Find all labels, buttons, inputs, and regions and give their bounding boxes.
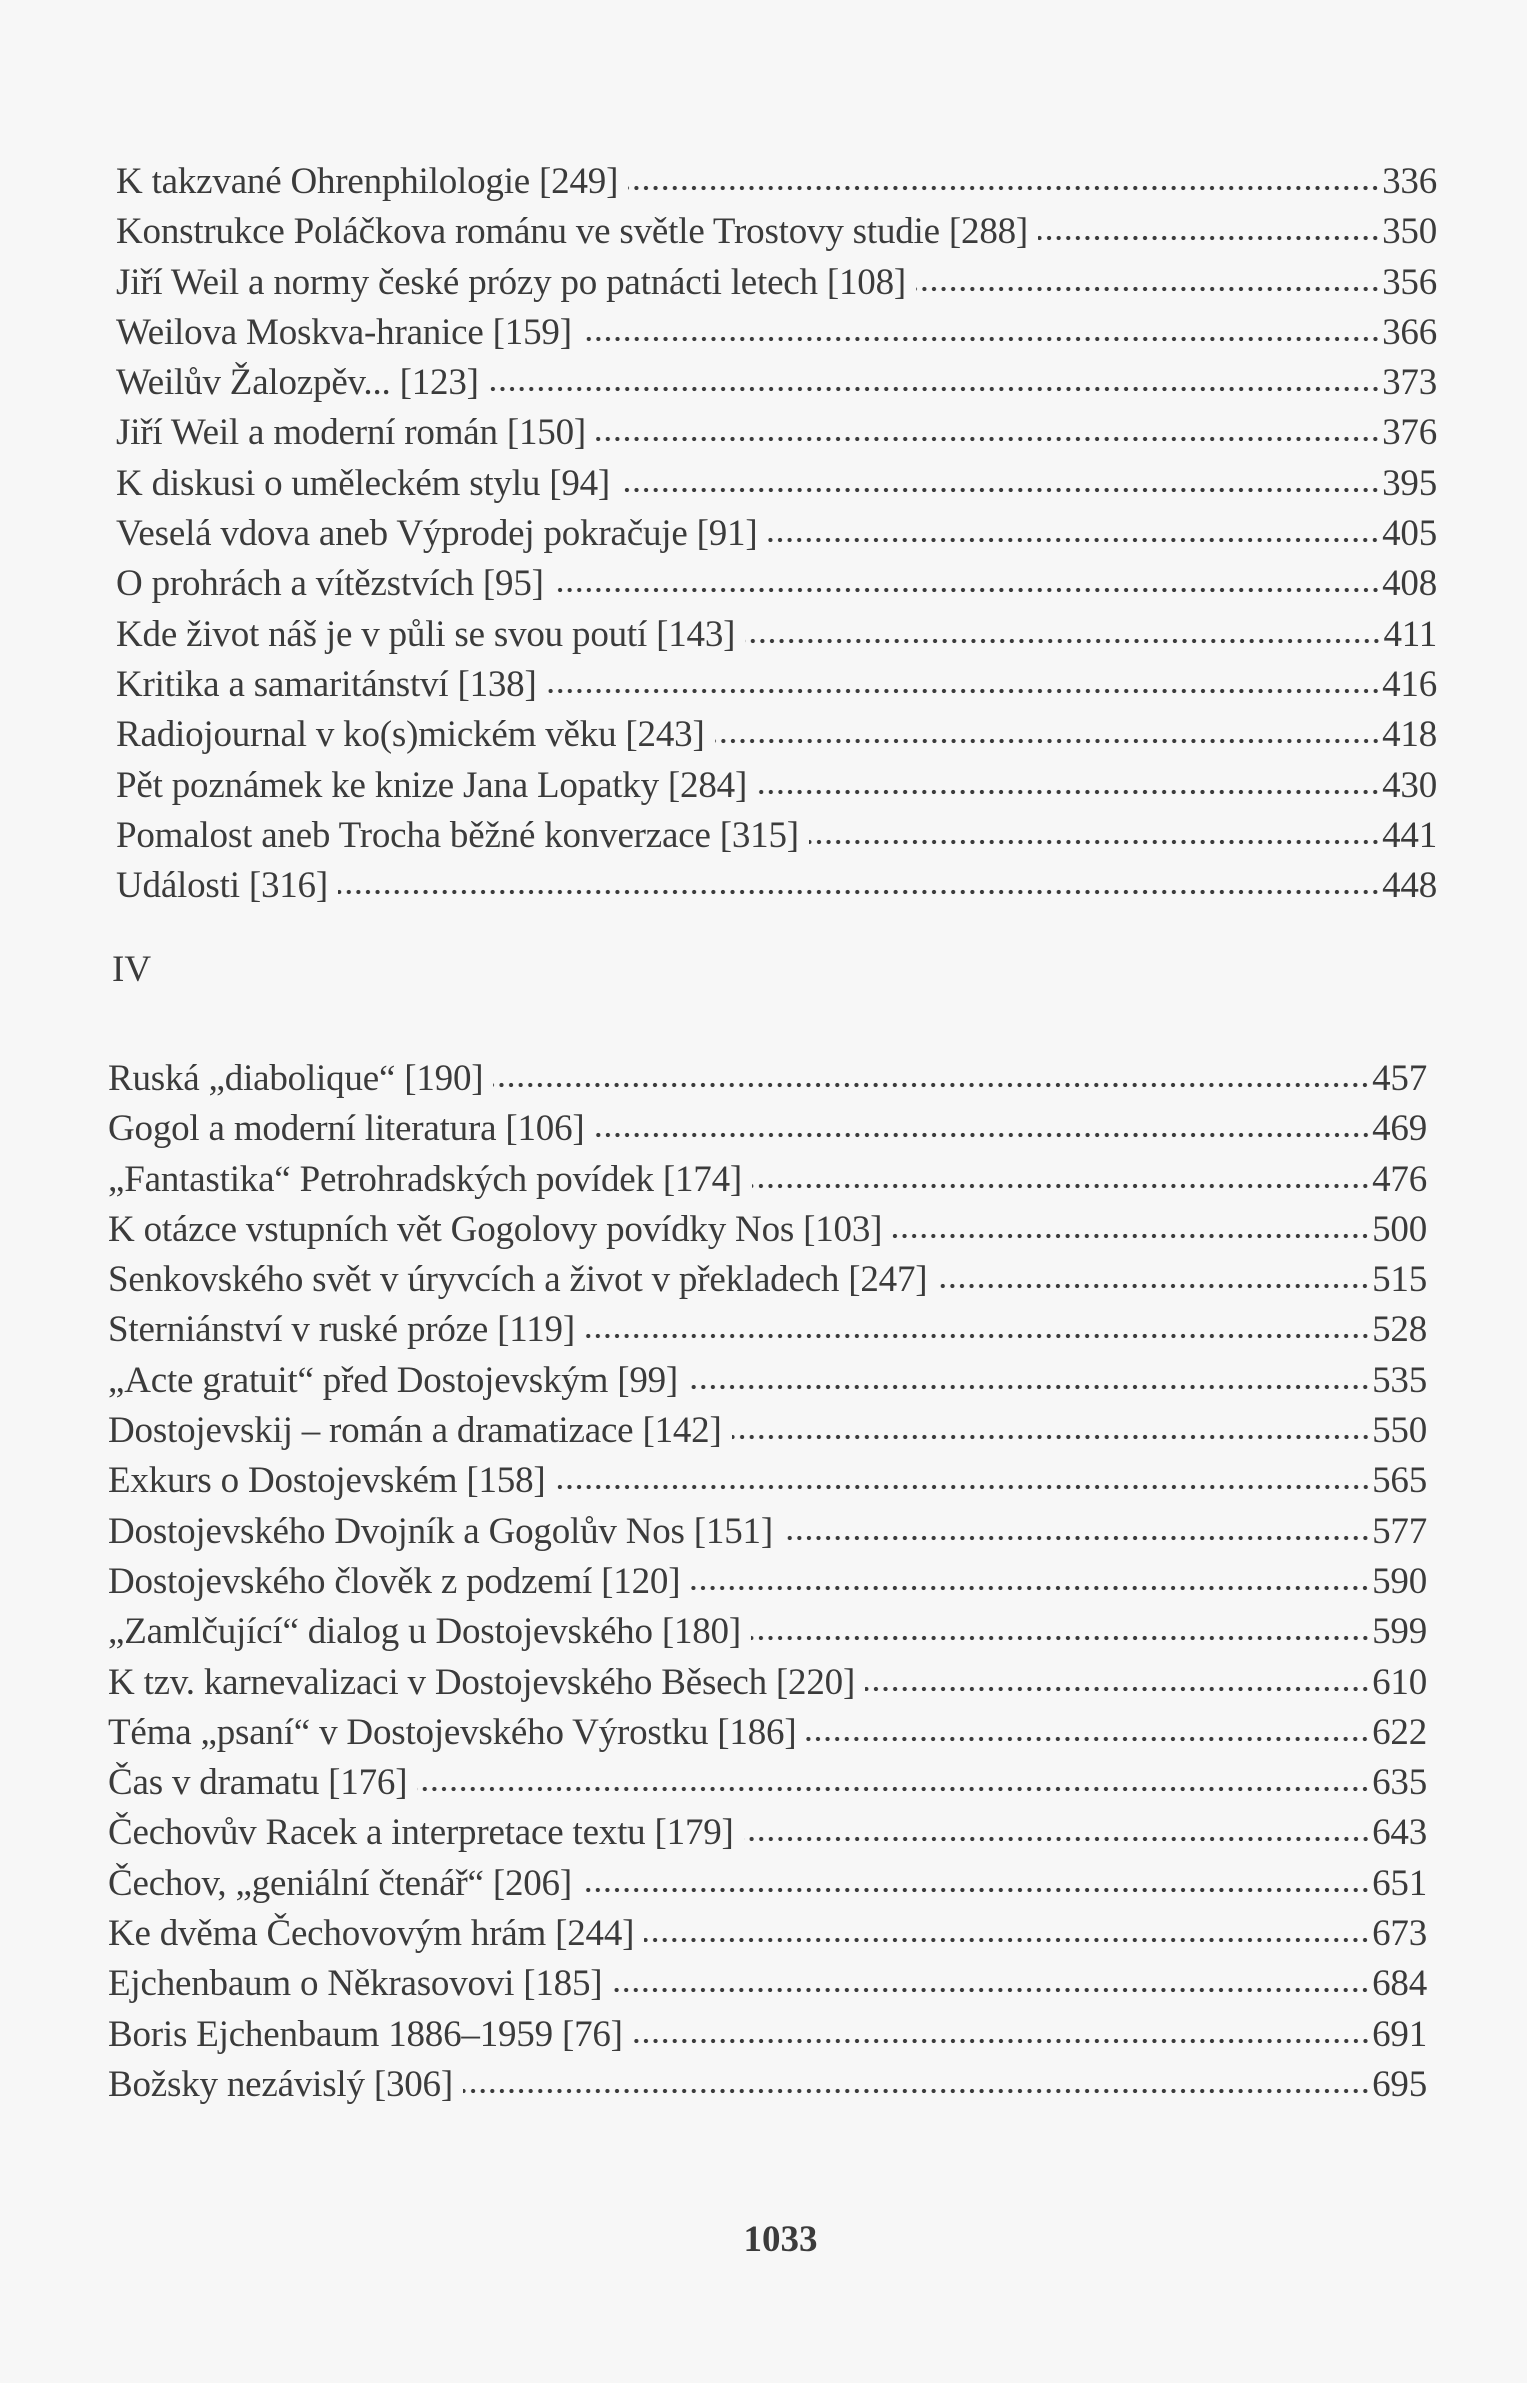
- toc-entry-page: 418: [1382, 714, 1437, 756]
- toc-entry[interactable]: [108, 1909, 1427, 1959]
- dot-leader: [582, 335, 1380, 343]
- dot-leader: [752, 1182, 1370, 1190]
- toc-entry-title: Pět poznámek ke knize Jana Lopatky [284]: [116, 764, 748, 806]
- toc-entry-page: 577: [1372, 1510, 1427, 1552]
- toc-entry[interactable]: [116, 459, 1437, 509]
- dot-leader: [585, 1332, 1370, 1340]
- toc-entry-title: Konstrukce Poláčkova románu ve světle Trostovy studie [288]: [116, 211, 1029, 253]
- toc-entry-title: O prohrách a vítězstvích [95]: [116, 563, 544, 605]
- toc-entry-page: 695: [1372, 2063, 1427, 2105]
- toc-entry-page: 515: [1372, 1259, 1427, 1301]
- dot-leader: [596, 435, 1380, 443]
- toc-entry[interactable]: [116, 207, 1437, 257]
- toc-entry-title: Kde život náš je v půli se svou poutí [143]: [116, 613, 736, 655]
- toc-entry[interactable]: [108, 1305, 1427, 1355]
- toc-entry-page: 500: [1372, 1208, 1427, 1250]
- toc-entry[interactable]: [108, 1205, 1427, 1255]
- toc-entry-title: Božsky nezávislý [306]: [108, 2063, 453, 2105]
- toc-entry-title: Jiří Weil a normy české prózy po patnácti letech [108]: [116, 261, 907, 303]
- toc-entry-page: 430: [1382, 764, 1437, 806]
- toc-entry-page: 684: [1372, 1963, 1427, 2005]
- toc-entry-page: 476: [1372, 1158, 1427, 1200]
- toc-entry[interactable]: [108, 1456, 1427, 1506]
- dot-leader: [417, 1785, 1370, 1793]
- dot-leader: [892, 1232, 1370, 1240]
- dot-leader: [806, 1735, 1370, 1743]
- toc-entry-page: 565: [1372, 1460, 1427, 1502]
- toc-entry-page: 416: [1382, 663, 1437, 705]
- toc-entry[interactable]: [108, 1758, 1427, 1808]
- toc-entry-title: „Acte gratuit“ před Dostojevským [99]: [108, 1359, 679, 1401]
- toc-entry-page: 550: [1372, 1410, 1427, 1452]
- toc-entry-page: 469: [1372, 1108, 1427, 1150]
- toc-entry-page: 590: [1372, 1560, 1427, 1602]
- toc-entry-title: Pomalost aneb Trocha běžné konverzace [315]: [116, 814, 799, 856]
- toc-entry[interactable]: [116, 610, 1437, 660]
- toc-entry[interactable]: [116, 660, 1437, 710]
- toc-section-4: [0, 1054, 1527, 2110]
- dot-leader: [489, 385, 1380, 393]
- dot-leader: [745, 637, 1381, 645]
- toc-entry[interactable]: [108, 1406, 1427, 1456]
- toc-entry-title: Téma „psaní“ v Dostojevského Výrostku [186]: [108, 1711, 797, 1753]
- toc-entry-title: „Fantastika“ Petrohradských povídek [174]: [108, 1158, 742, 1200]
- toc-entry-page: 643: [1372, 1812, 1427, 1854]
- toc-entry-title: Čas v dramatu [176]: [108, 1762, 408, 1804]
- toc-entry[interactable]: [108, 1255, 1427, 1305]
- toc-entry-title: Ejchenbaum o Někrasovovi [185]: [108, 1963, 603, 2005]
- toc-entry-page: 457: [1372, 1058, 1427, 1099]
- dot-leader: [595, 1131, 1371, 1139]
- toc-entry[interactable]: [116, 258, 1437, 308]
- dot-leader: [916, 285, 1380, 293]
- dot-leader: [783, 1534, 1370, 1542]
- dot-leader: [688, 1383, 1370, 1391]
- dot-leader: [757, 788, 1380, 796]
- dot-leader: [690, 1584, 1370, 1592]
- toc-entry-page: 395: [1382, 462, 1437, 504]
- toc-entry-title: Sterniánství v ruské próze [119]: [108, 1309, 575, 1351]
- toc-entry[interactable]: [108, 1808, 1427, 1858]
- toc-entry-page: 350: [1382, 211, 1437, 253]
- page-number: 1033: [743, 2219, 818, 2260]
- toc-entry-title: Kritika a samaritánství [138]: [116, 663, 537, 705]
- dot-leader: [463, 2087, 1370, 2095]
- dot-leader: [767, 536, 1380, 544]
- toc-entry[interactable]: [108, 2010, 1427, 2060]
- toc-entry[interactable]: [108, 1104, 1427, 1154]
- toc-entry[interactable]: [116, 811, 1437, 861]
- toc-entry-page: 356: [1382, 261, 1437, 303]
- dot-leader: [547, 687, 1380, 695]
- toc-entry-page: 610: [1372, 1661, 1427, 1703]
- toc-entry[interactable]: [108, 2060, 1427, 2110]
- toc-entry-title: Radiojournal v ko(s)mickém věku [243]: [116, 714, 705, 756]
- toc-entry-page: 528: [1372, 1309, 1427, 1351]
- toc-entry-title: Exkurs o Dostojevském [158]: [108, 1460, 546, 1502]
- toc-entry-title: Události [316]: [116, 865, 328, 907]
- toc-entry-title: K takzvané Ohrenphilologie [249]: [116, 161, 619, 202]
- toc-entry-page: 599: [1372, 1611, 1427, 1653]
- toc-entry-title: Dostojevského člověk z podzemí [120]: [108, 1560, 681, 1602]
- toc-entry-page: 408: [1382, 563, 1437, 605]
- dot-leader: [556, 1483, 1371, 1491]
- toc-entry-title: Ruská „diabolique“ [190]: [108, 1058, 484, 1099]
- dot-leader: [715, 737, 1381, 745]
- toc-entry-page: 651: [1372, 1862, 1427, 1904]
- dot-leader: [865, 1685, 1370, 1693]
- toc-entry-page: 376: [1382, 412, 1437, 454]
- toc-entry-page: 691: [1372, 2013, 1427, 2055]
- toc-entry-page: 535: [1372, 1359, 1427, 1401]
- toc-entry-title: Dostojevskij – román a dramatizace [142]: [108, 1410, 722, 1452]
- toc-entry[interactable]: [116, 408, 1437, 458]
- toc-entry-title: Senkovského svět v úryvcích a život v překladech [247]: [108, 1259, 928, 1301]
- toc-entry[interactable]: [108, 1507, 1427, 1557]
- toc-entry-page: 366: [1382, 311, 1437, 353]
- toc-entry-title: Veselá vdova aneb Výprodej pokračuje [91]: [116, 513, 758, 555]
- dot-leader: [809, 838, 1380, 846]
- dot-leader: [554, 586, 1380, 594]
- toc-entry-title: Gogol a moderní literatura [106]: [108, 1108, 585, 1150]
- toc-entry-title: „Zamlčující“ dialog u Dostojevského [180]: [108, 1611, 741, 1653]
- toc-entry[interactable]: [116, 308, 1437, 358]
- toc-entry-page: 441: [1382, 814, 1437, 856]
- toc-entry-page: 673: [1372, 1913, 1427, 1955]
- toc-entry[interactable]: [108, 1607, 1427, 1657]
- toc-entry-title: Weilův Žalozpěv... [123]: [116, 362, 479, 404]
- toc-entry-title: Weilova Moskva-hranice [159]: [116, 311, 572, 353]
- toc-entry[interactable]: [108, 1959, 1427, 2009]
- dot-leader: [633, 2037, 1370, 2045]
- dot-leader: [744, 1835, 1370, 1843]
- dot-leader: [493, 1081, 1370, 1089]
- toc-entry[interactable]: [116, 761, 1437, 811]
- toc-entry-page: 448: [1382, 865, 1437, 907]
- toc-entry-title: K otázce vstupních vět Gogolovy povídky Nos [103]: [108, 1208, 883, 1250]
- toc-entry[interactable]: [116, 509, 1437, 559]
- toc-entry-page: 622: [1372, 1711, 1427, 1753]
- dot-leader: [644, 1936, 1370, 1944]
- toc-entry-title: K tzv. karnevalizaci v Dostojevského Běsech [220]: [108, 1661, 856, 1703]
- dot-leader: [612, 1986, 1370, 1994]
- dot-leader: [628, 184, 1380, 192]
- toc-entry-title: Boris Ejchenbaum 1886–1959 [76]: [108, 2013, 623, 2055]
- dot-leader: [1038, 234, 1380, 242]
- dot-leader: [620, 486, 1380, 494]
- toc-entry-page: 405: [1382, 513, 1437, 555]
- toc-entry-page: 373: [1382, 362, 1437, 404]
- toc-entry[interactable]: [116, 559, 1437, 609]
- toc-entry-title: Čechov, „geniální čtenář“ [206]: [108, 1862, 572, 1904]
- section-heading-iv: IV: [112, 949, 152, 990]
- toc-section-3: [0, 157, 1527, 911]
- toc-entry-title: Jiří Weil a moderní román [150]: [116, 412, 586, 454]
- toc-entry-title: Ke dvěma Čechovovým hrám [244]: [108, 1913, 635, 1955]
- dot-leader: [937, 1282, 1370, 1290]
- dot-leader: [732, 1433, 1371, 1441]
- toc-entry-title: K diskusi o uměleckém stylu [94]: [116, 462, 611, 504]
- toc-entry[interactable]: [108, 1557, 1427, 1607]
- toc-entry[interactable]: [108, 1155, 1427, 1205]
- toc-entry-page: 635: [1372, 1762, 1427, 1804]
- toc-entry-page: 336: [1382, 161, 1437, 202]
- dot-leader: [751, 1634, 1370, 1642]
- dot-leader: [582, 1886, 1370, 1894]
- toc-entry-title: Čechovův Racek a interpretace textu [179]: [108, 1812, 734, 1854]
- dot-leader: [338, 888, 1380, 896]
- toc-entry[interactable]: [116, 861, 1437, 911]
- toc-entry[interactable]: [108, 1356, 1427, 1406]
- toc-entry[interactable]: [108, 1054, 1427, 1104]
- toc-entry[interactable]: [116, 710, 1437, 760]
- toc-entry-title: Dostojevského Dvojník a Gogolův Nos [151]: [108, 1510, 773, 1552]
- toc-entry[interactable]: [108, 1658, 1427, 1708]
- toc-entry[interactable]: [108, 1708, 1427, 1758]
- toc-entry-page: 411: [1383, 613, 1437, 655]
- toc-entry[interactable]: [108, 1859, 1427, 1909]
- toc-entry[interactable]: [116, 358, 1437, 408]
- toc-entry[interactable]: [116, 157, 1437, 207]
